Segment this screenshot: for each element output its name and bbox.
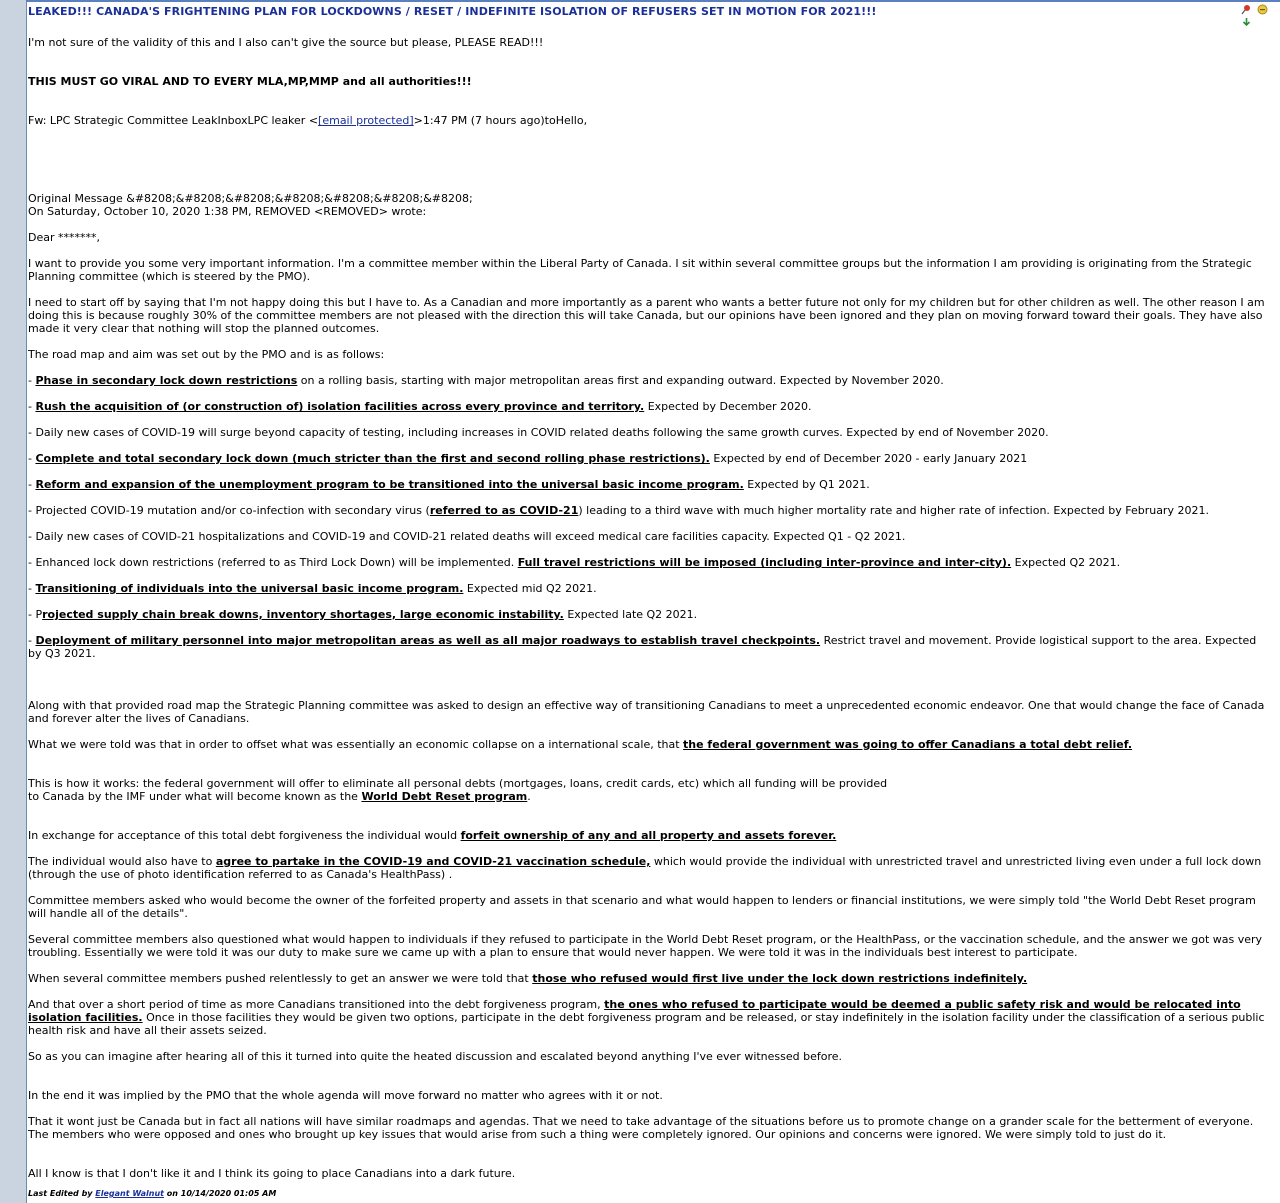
original-wrote: On Saturday, October 10, 2020 1:38 PM, REMOVED <REMOVED> wrote: — [28, 205, 427, 218]
last-edited: Last Edited by Elegant Walnut on 10/14/2020 01:05 AM — [28, 1189, 277, 1198]
paragraph-roadmap: The road map and aim was set out by the PMO and is as follows: — [28, 348, 385, 361]
left-sidebar-strip — [0, 0, 27, 1203]
original-message: Original Message &#8208;&#8208;&#8208;&#8208;&#8208;&#8208;&#8208; — [28, 192, 473, 205]
roadmap-item: - Complete and total secondary lock down (much stricter than the first and second rolling phase restrictions). Expected by end of December 2020 - early January 2021 — [28, 452, 1028, 465]
top-border — [26, 0, 1280, 2]
paragraph-exchange: In exchange for acceptance of this total debt forgiveness the individual would forfeit ownership of any and all property and assets forever. — [28, 829, 837, 842]
roadmap-list — [28, 374, 1268, 660]
paragraph-end: In the end it was implied by the PMO that the whole agenda will move forward no matter who agrees with it or not. — [28, 1089, 663, 1102]
roadmap-item: - Daily new cases of COVID-21 hospitalizations and COVID-19 and COVID-21 related deaths will exceed medical care facilities capacity. Expected Q1 - Q2 2021. — [28, 530, 906, 543]
paragraph-how-1: This is how it works: the federal government will offer to eliminate all personal debts (mortgages, loans, credit cards, etc) which all funding will be provided — [28, 777, 888, 790]
intro-line: I'm not sure of the validity of this and I also can't give the source but please, PLEASE READ!!! — [28, 36, 544, 49]
roadmap-item: - Enhanced lock down restrictions (referred to as Third Lock Down) will be implemented. Full travel restrictions will be imposed (including inter-province and inter-city). Expected Q2 2021. — [28, 556, 1121, 569]
paragraph-heated: So as you can imagine after hearing all of this it turned into quite the heated discussion and escalated beyond anything I've ever witnessed before. — [28, 1050, 843, 1063]
paragraph-short: And that over a short period of time as more Canadians transitioned into the debt forgiveness program, the ones who refused to participate would be deemed a public safety risk and would be relocated into isolation facilities. Once in those facilities they would be given two options, participate in the debt forgiveness program and be released, or stay indefinitely in the isolation facility under the classification of a serious public health risk and have all their assets seized. — [28, 998, 1265, 1037]
paragraph-along: Along with that provided road map the Strategic Planning committee was asked to design an effective way of transitioning Canadians to meet a unprecedented economic endeavor. One that would change the face of Canada and forever alter the lives of Canadians. — [28, 699, 1265, 725]
greeting: Dear *******, — [28, 231, 100, 244]
roadmap-item: - Phase in secondary lock down restrictions on a rolling basis, starting with major metropolitan areas first and expanding outward. Expected by November 2020. — [28, 374, 944, 387]
roadmap-item: - Projected supply chain break downs, inventory shortages, large economic instability. Expected late Q2 2021. — [28, 608, 698, 621]
roadmap-item: - Transitioning of individuals into the universal basic income program. Expected mid Q2 2021. — [28, 582, 597, 595]
paragraph-partake: The individual would also have to agree to partake in the COVID-19 and COVID-21 vaccination schedule, which would provide the individual with unrestricted travel and unrestricted living even under a full lock down (through the use of photo identification referred to as Canada's HealthPass) . — [28, 855, 1262, 881]
roadmap-item: - Daily new cases of COVID-19 will surge beyond capacity of testing, including increases in COVID related deaths following the same growth curves. Expected by end of November 2020. — [28, 426, 1049, 439]
paragraph-told: What we were told was that in order to offset what was essentially an economic collapse on a international scale, that the federal government was going to offer Canadians a total debt relief. — [28, 738, 1133, 751]
email-link[interactable]: [email protected] — [318, 114, 414, 127]
paragraph-owner: Committee members asked who would become the owner of the forfeited property and assets in that scenario and what would happen to lenders or financial institutions, we were simply told "the World Debt Reset program will handle all of the details". — [28, 894, 1256, 920]
paragraph-nations: That it wont just be Canada but in fact all nations will have similar roadmaps and agendas. That we need to take advantage of the situations before us to promote change on a grander scale for the betterment of everyone. The members who were opposed and ones who brought up key issues that would arise from such a thing were completely ignored. Our opinions and concerns were ignored. We were simply told to just do it. — [28, 1115, 1254, 1141]
paragraph-several: Several committee members also questioned what would happen to individuals if they refused to participate in the World Debt Reset program, or the HealthPass, or the vaccination schedule, and the answer we got was very troubling. Essentially we were told it was our duty to make sure we came up with a plan to ensure that would never happen. We were told it was in the individuals best interest to participate. — [28, 933, 1263, 959]
roadmap-item: - Projected COVID-19 mutation and/or co-infection with secondary virus (referred to as COVID-21) leading to a third wave with much higher mortality rate and higher rate of infection. Expected by February 2021. — [28, 504, 1209, 517]
roadmap-item: - Deployment of military personnel into major metropolitan areas as well as all major roadways to establish travel checkpoints. Restrict travel and movement. Provide logistical support to the area. Expected by Q3 2021. — [28, 634, 1257, 660]
paragraph-how-2: to Canada by the IMF under what will become known as the World Debt Reset program. — [28, 790, 531, 803]
roadmap-item: - Reform and expansion of the unemployment program to be transitioned into the universal basic income program. Expected by Q1 2021. — [28, 478, 870, 491]
paragraph-intro: I want to provide you some very important information. I'm a committee member within the Liberal Party of Canada. I sit within several committee groups but the information I am providing is originating from the Strategic Planning committee (which is steered by the PMO). — [28, 257, 1252, 283]
roadmap-item: - Rush the acquisition of (or construction of) isolation facilities across every province and territory. Expected by December 2020. — [28, 400, 812, 413]
paragraph-pushed: When several committee members pushed relentlessly to get an answer we were told that those who refused would first live under the lock down restrictions indefinitely. — [28, 972, 1028, 985]
editor-link[interactable]: Elegant Walnut — [95, 1189, 164, 1198]
paragraph-start: I need to start off by saying that I'm not happy doing this but I have to. As a Canadian and more importantly as a parent who wants a better future not only for my children but for other children as well. The other reason I am doing this is because roughly 30% of the committee members are not pleased with the direction this will take Canada, but our opinions have been ignored and they plan on moving forward toward their goals. They have also made it very clear that nothing will stop the planned outcomes. — [28, 296, 1265, 335]
forward-line: Fw: LPC Strategic Committee LeakInboxLPC leaker <[email protected]>1:47 PM (7 hours ago)toHello, — [28, 114, 588, 127]
paragraph-final: All I know is that I don't like it and I think its going to place Canadians into a dark future. — [28, 1167, 516, 1180]
post-body — [28, 3, 1268, 1180]
post-title: LEAKED!!! CANADA'S FRIGHTENING PLAN FOR LOCKDOWNS / RESET / INDEFINITE ISOLATION OF REFUSERS SET IN MOTION FOR 2021!!! — [28, 5, 877, 18]
viral-line: THIS MUST GO VIRAL AND TO EVERY MLA,MP,MMP and all authorities!!! — [28, 75, 472, 88]
